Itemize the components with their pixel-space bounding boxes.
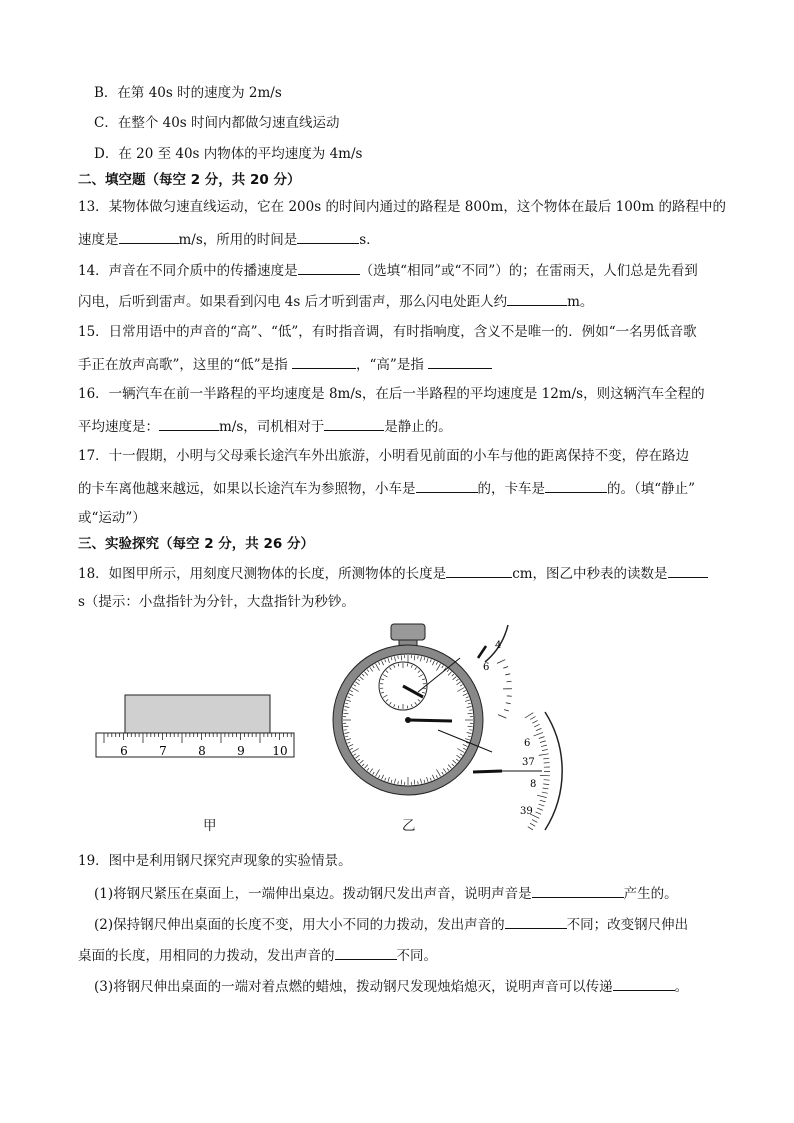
q17-text-a: 的卡车离他越来越远，如果以长途汽车为参照物，小车是 <box>78 481 416 497</box>
second-zoom-tick <box>532 820 537 823</box>
q18-figure <box>90 620 570 840</box>
option-c: C．在整个 40s 时间内都做匀速直线运动 <box>94 115 340 131</box>
second-zoom-tick <box>536 812 542 814</box>
dial-center <box>405 717 411 723</box>
second-zoom-tick <box>543 788 549 789</box>
second-zoom-tick <box>539 737 545 739</box>
q15-line1: 15．日常用语中的声音的“高”、“低”，有时指音调，有时指响度，含义不是唯一的．例如“一名男低音歌 <box>78 324 697 340</box>
minute-zoom-label-6: 6 <box>483 662 490 673</box>
second-zoom-tick <box>534 724 539 727</box>
q16-blank-1[interactable] <box>159 416 219 431</box>
q14-text-b: （选填“相同”或“不同”）的；在雷雨天，人们总是先看到 <box>359 263 698 279</box>
q14-line2 <box>78 291 593 311</box>
q17-line2 <box>78 478 695 498</box>
q17-blank-2[interactable] <box>545 478 607 493</box>
q19-p2-text-c: 桌面的长度，用相同的力拨动，发出声音的 <box>78 948 335 964</box>
option-b: B．在第 40s 时的速度为 2m/s <box>94 85 282 101</box>
second-zoom-tick <box>541 745 547 746</box>
q18-text-b: cm，图乙中秒表的读数是 <box>512 566 668 582</box>
second-zoom-tick <box>537 795 547 797</box>
option-d: D．在 20 至 40s 内物体的平均速度为 4m/s <box>94 146 363 162</box>
q17-line1: 17．十一假期，小明与父母乘长途汽车外出旅游，小明看见前面的小车与他的距离保持不变，停在路边 <box>78 448 690 464</box>
q15-text-b: ，“高”是指 <box>356 357 424 373</box>
q19-p2-text-b: 不同；改变钢尺伸出 <box>566 917 689 933</box>
stopwatch-crown <box>391 624 425 640</box>
q19-p2-text-d: 不同。 <box>396 948 437 964</box>
q14-text-a: 14．声音在不同介质中的传播速度是 <box>78 263 298 279</box>
second-zoom-label-39: 39 <box>520 806 533 817</box>
ruler-figure <box>96 695 294 758</box>
caption-yi: 乙 <box>402 818 416 834</box>
second-zoom-tick <box>530 823 535 826</box>
q19-p2-text-a: (2)保持钢尺伸出桌面的长度不变，用大小不同的力拨动，发出声音的 <box>94 917 505 933</box>
minute-zoom-tick <box>503 667 508 669</box>
minute-zoom-tick <box>506 703 511 704</box>
q18-line2: s（提示：小盘指针为分针，大盘指针为秒钞。 <box>78 594 355 610</box>
q15-line2 <box>78 354 492 374</box>
q14-blank-2[interactable] <box>507 291 567 306</box>
q15-blank-2[interactable] <box>428 354 492 369</box>
second-zoom-tick <box>539 804 545 806</box>
q19-blank-2[interactable] <box>505 914 567 929</box>
q17-text-b: 的，卡车是 <box>477 481 545 497</box>
ruler-label-9: 9 <box>237 744 245 758</box>
measured-block <box>125 695 270 733</box>
q19-p3-text-a: (3)将钢尺伸出桌面的一端对着点燃的蜡烛，拨动钢尺发现烛焰熄灭，说明声音可以传递 <box>94 979 613 995</box>
q13-line2 <box>78 229 380 249</box>
second-zoom-tick <box>525 713 533 718</box>
q16-text-a: 平均速度是： <box>78 419 159 435</box>
q19-part2 <box>94 914 688 934</box>
second-zoom-hand <box>473 771 502 772</box>
second-zoom-label-6: 6 <box>524 738 531 749</box>
second-zoom-tick <box>537 808 543 810</box>
second-zoom-tick <box>532 720 537 723</box>
second-zoom-tick <box>540 800 546 802</box>
second-zoom-tick <box>543 758 549 759</box>
caption-jia: 甲 <box>203 818 217 834</box>
q16-line1: 16．一辆汽车在前一半路程的平均速度是 8m/s，在后一半路程的平均速度是 12m/s，则这辆汽车全程的 <box>78 386 705 402</box>
q15-text-a: 手正在放声高歌”，这里的“低”是指 <box>78 357 288 373</box>
q17-blank-1[interactable] <box>416 478 478 493</box>
q19-part2-cont <box>78 945 437 965</box>
section3-title: 三、实验探究（每空 2 分，共 26 分） <box>78 536 314 552</box>
minute-zoom-tick <box>497 660 505 664</box>
q15-blank-1[interactable] <box>292 354 356 369</box>
q19-p1-text-a: (1)将钢尺紧压在桌面上，一端伸出桌边。拨动钢尺发出声音，说明声音是 <box>94 886 532 902</box>
q16-line2 <box>78 416 452 436</box>
q19-line1: 19．图中是利用钢尺探究声现象的实验情景。 <box>78 853 352 869</box>
minute-zoom-label-4: 4 <box>495 640 502 651</box>
q14-text-d: m。 <box>567 294 594 310</box>
q19-part1 <box>94 883 678 903</box>
q13-blank-1[interactable] <box>119 229 179 244</box>
q19-blank-4[interactable] <box>613 976 675 991</box>
q13-text-c: s． <box>359 232 380 248</box>
q16-blank-2[interactable] <box>324 416 384 431</box>
q13-blank-2[interactable] <box>297 229 359 244</box>
q19-blank-1[interactable] <box>532 883 624 898</box>
q19-part3 <box>94 976 688 996</box>
q16-text-c: 是静止的。 <box>384 419 452 435</box>
second-zoom-tick <box>536 728 542 730</box>
ruler-label-7: 7 <box>159 744 167 758</box>
minute-zoom-tick <box>505 674 510 675</box>
stopwatch <box>333 624 492 795</box>
minute-zoom-tick <box>504 710 509 711</box>
q17-text-c: 的。（填“静止” <box>607 481 696 497</box>
second-zoom-label-8: 8 <box>530 779 537 790</box>
q16-text-b: m/s，司机相对于 <box>219 419 325 435</box>
q18-blank-2[interactable] <box>668 563 708 578</box>
ruler-label-10: 10 <box>272 744 288 758</box>
q18-blank-1[interactable] <box>446 563 512 578</box>
ruler-label-8: 8 <box>198 744 206 758</box>
second-zoom-tick <box>539 754 549 756</box>
second-zoom-label-37: 37 <box>522 757 535 768</box>
q18-line1 <box>78 563 708 583</box>
section2-title: 二、填空题（每空 2 分，共 20 分） <box>78 172 301 188</box>
minute-zoom-tick <box>498 715 506 719</box>
second-zoom-tick <box>528 827 533 830</box>
q14-blank-1[interactable] <box>298 260 360 275</box>
minute-zoom-tick <box>507 681 512 682</box>
second-zoom-tick <box>540 741 546 743</box>
ruler-label-6: 6 <box>120 744 128 758</box>
q19-p3-text-b: 。 <box>674 979 689 995</box>
second-zoom-tick <box>542 749 548 750</box>
second-zoom-arc <box>545 712 562 830</box>
minute-zoom <box>478 625 512 718</box>
q19-p1-text-b: 产生的。 <box>623 886 678 902</box>
minute-zoom-hand <box>478 646 486 658</box>
second-hand <box>408 720 452 721</box>
q17-line3: 或“运动”） <box>78 510 146 526</box>
minute-zoom-ticks <box>497 660 512 719</box>
second-zoom-tick <box>544 780 550 781</box>
second-zoom <box>473 712 562 830</box>
second-zoom-tick <box>542 792 548 793</box>
q13-line1: 13．某物体做匀速直线运动，它在 200s 的时间内通过的路程是 800m，这个物体在最后 100m 的路程中的 <box>78 199 726 215</box>
second-zoom-tick <box>534 732 543 736</box>
q14-text-c: 闪电，后听到雷声。如果看到闪电 4s 后才听到雷声，那么闪电处距人约 <box>78 294 508 310</box>
q14-line1 <box>78 260 698 280</box>
q19-blank-3[interactable] <box>335 945 397 960</box>
second-zoom-tick <box>530 716 535 719</box>
q13-text-b: m/s，所用的时间是 <box>178 232 298 248</box>
second-zoom-tick <box>543 784 549 785</box>
q13-text-a: 速度是 <box>78 232 119 248</box>
q18-text-a: 18．如图甲所示，用刻度尺测物体的长度，所测物体的长度是 <box>78 566 447 582</box>
